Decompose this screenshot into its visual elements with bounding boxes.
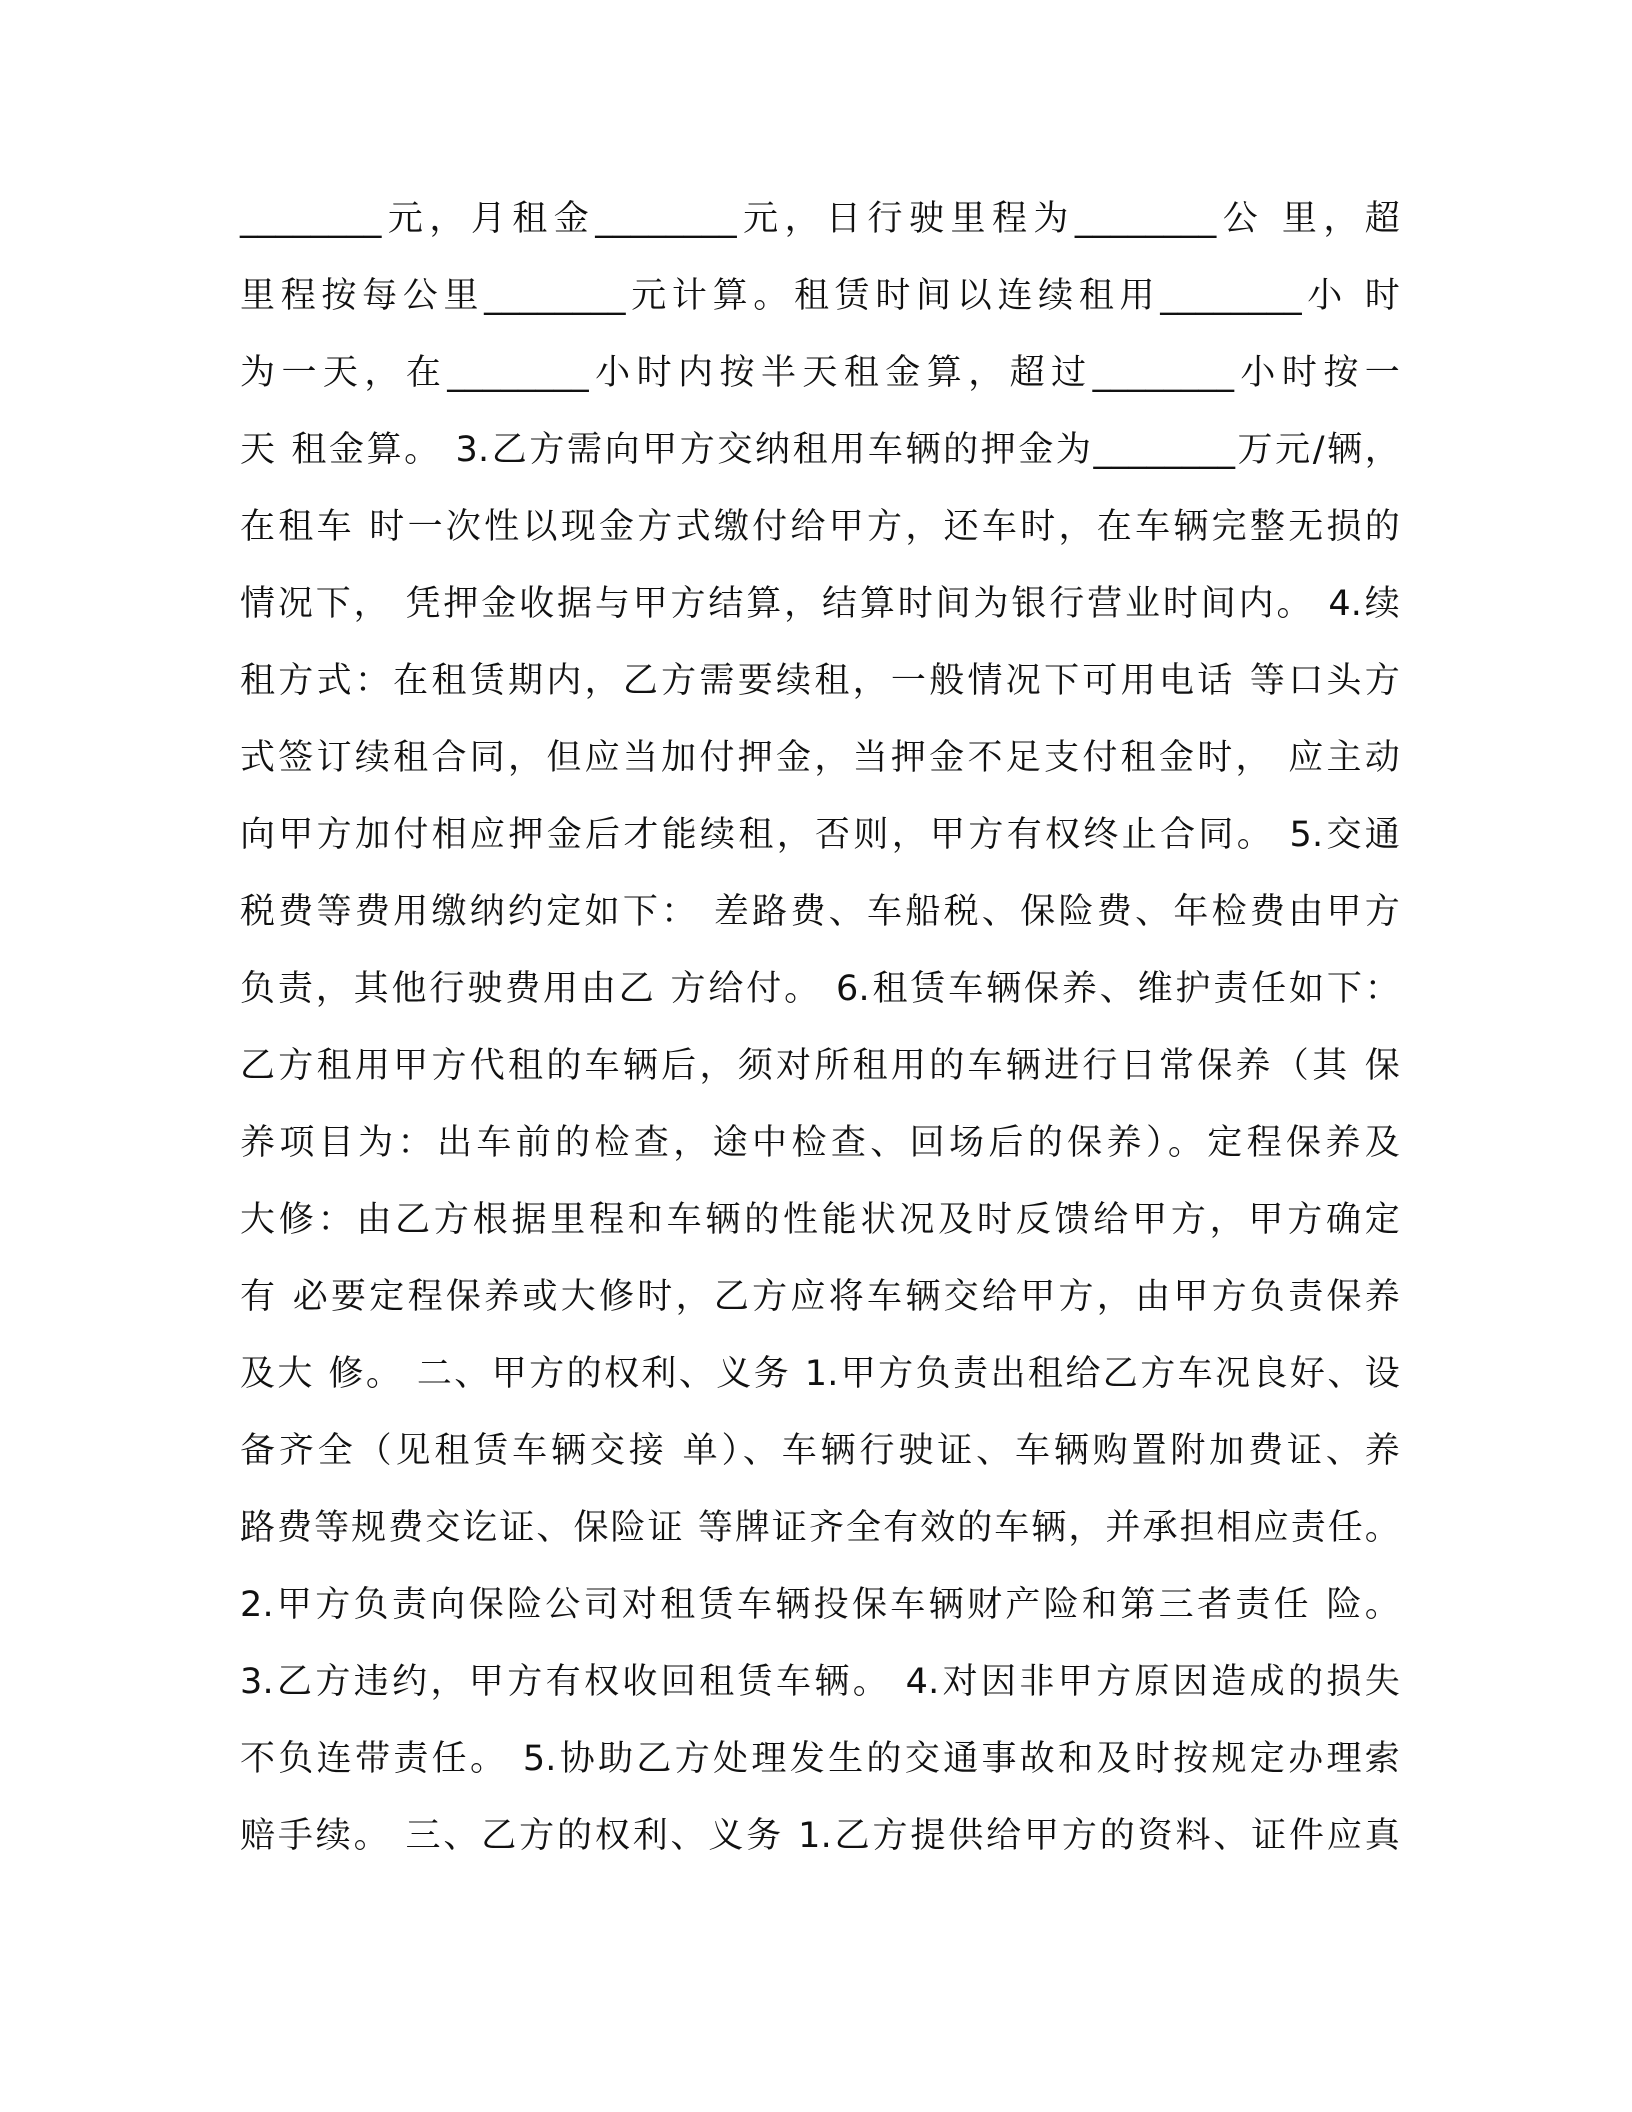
text-line: 2.甲方负责向保险公司对租赁车辆投保车辆财产险和第三者责任 险。: [240, 1585, 1400, 1625]
text-line: 3.乙方违约，甲方有权收回租赁车辆。 4.对因非甲方原因造成的损失: [240, 1662, 1400, 1702]
text-line: 养项目为：出车前的检查，途中检查、回场后的保养）。定程保养及: [240, 1123, 1400, 1163]
text-line: 为一天，在________小时内按半天租金算，超过________小时按一: [240, 353, 1400, 393]
text-line: 有 必要定程保养或大修时，乙方应将车辆交给甲方，由甲方负责保养: [240, 1277, 1400, 1317]
text-line: 里程按每公里________元计算。租赁时间以连续租用________小 时: [240, 276, 1400, 316]
text-line: 负责，其他行驶费用由乙 方给付。 6.租赁车辆保养、维护责任如下：: [240, 969, 1400, 1009]
contract-text: [240, 190, 1400, 1884]
text-line: 赔手续。 三、乙方的权利、义务 1.乙方提供给甲方的资料、证件应真: [240, 1816, 1400, 1856]
text-line: 路费等规费交讫证、保险证 等牌证齐全有效的车辆，并承担相应责任。: [240, 1508, 1400, 1548]
text-line: ________元，月租金________元，日行驶里程为________公 里，超: [240, 199, 1400, 239]
text-line: 天 租金算。 3.乙方需向甲方交纳租用车辆的押金为________万元/辆，: [240, 430, 1400, 470]
text-line: 不负连带责任。 5.协助乙方处理发生的交通事故和及时按规定办理索: [240, 1739, 1400, 1779]
text-line: 在租车 时一次性以现金方式缴付给甲方，还车时，在车辆完整无损的: [240, 507, 1400, 547]
text-line: 税费等费用缴纳约定如下： 差路费、车船税、保险费、年检费由甲方: [240, 892, 1400, 932]
text-line: 式签订续租合同，但应当加付押金，当押金不足支付租金时， 应主动: [240, 738, 1400, 778]
text-line: 及大 修。 二、甲方的权利、义务 1.甲方负责出租给乙方车况良好、设: [240, 1354, 1400, 1394]
text-line: 备齐全（见租赁车辆交接 单）、车辆行驶证、车辆购置附加费证、养: [240, 1431, 1400, 1471]
text-line: 向甲方加付相应押金后才能续租，否则，甲方有权终止合同。 5.交通: [240, 815, 1400, 855]
text-line: 租方式：在租赁期内，乙方需要续租，一般情况下可用电话 等口头方: [240, 661, 1400, 701]
text-line: 大修：由乙方根据里程和车辆的性能状况及时反馈给甲方，甲方确定: [240, 1200, 1400, 1240]
text-line: 情况下， 凭押金收据与甲方结算，结算时间为银行营业时间内。 4.续: [240, 584, 1400, 624]
text-line: 乙方租用甲方代租的车辆后，须对所租用的车辆进行日常保养（其 保: [240, 1046, 1400, 1086]
